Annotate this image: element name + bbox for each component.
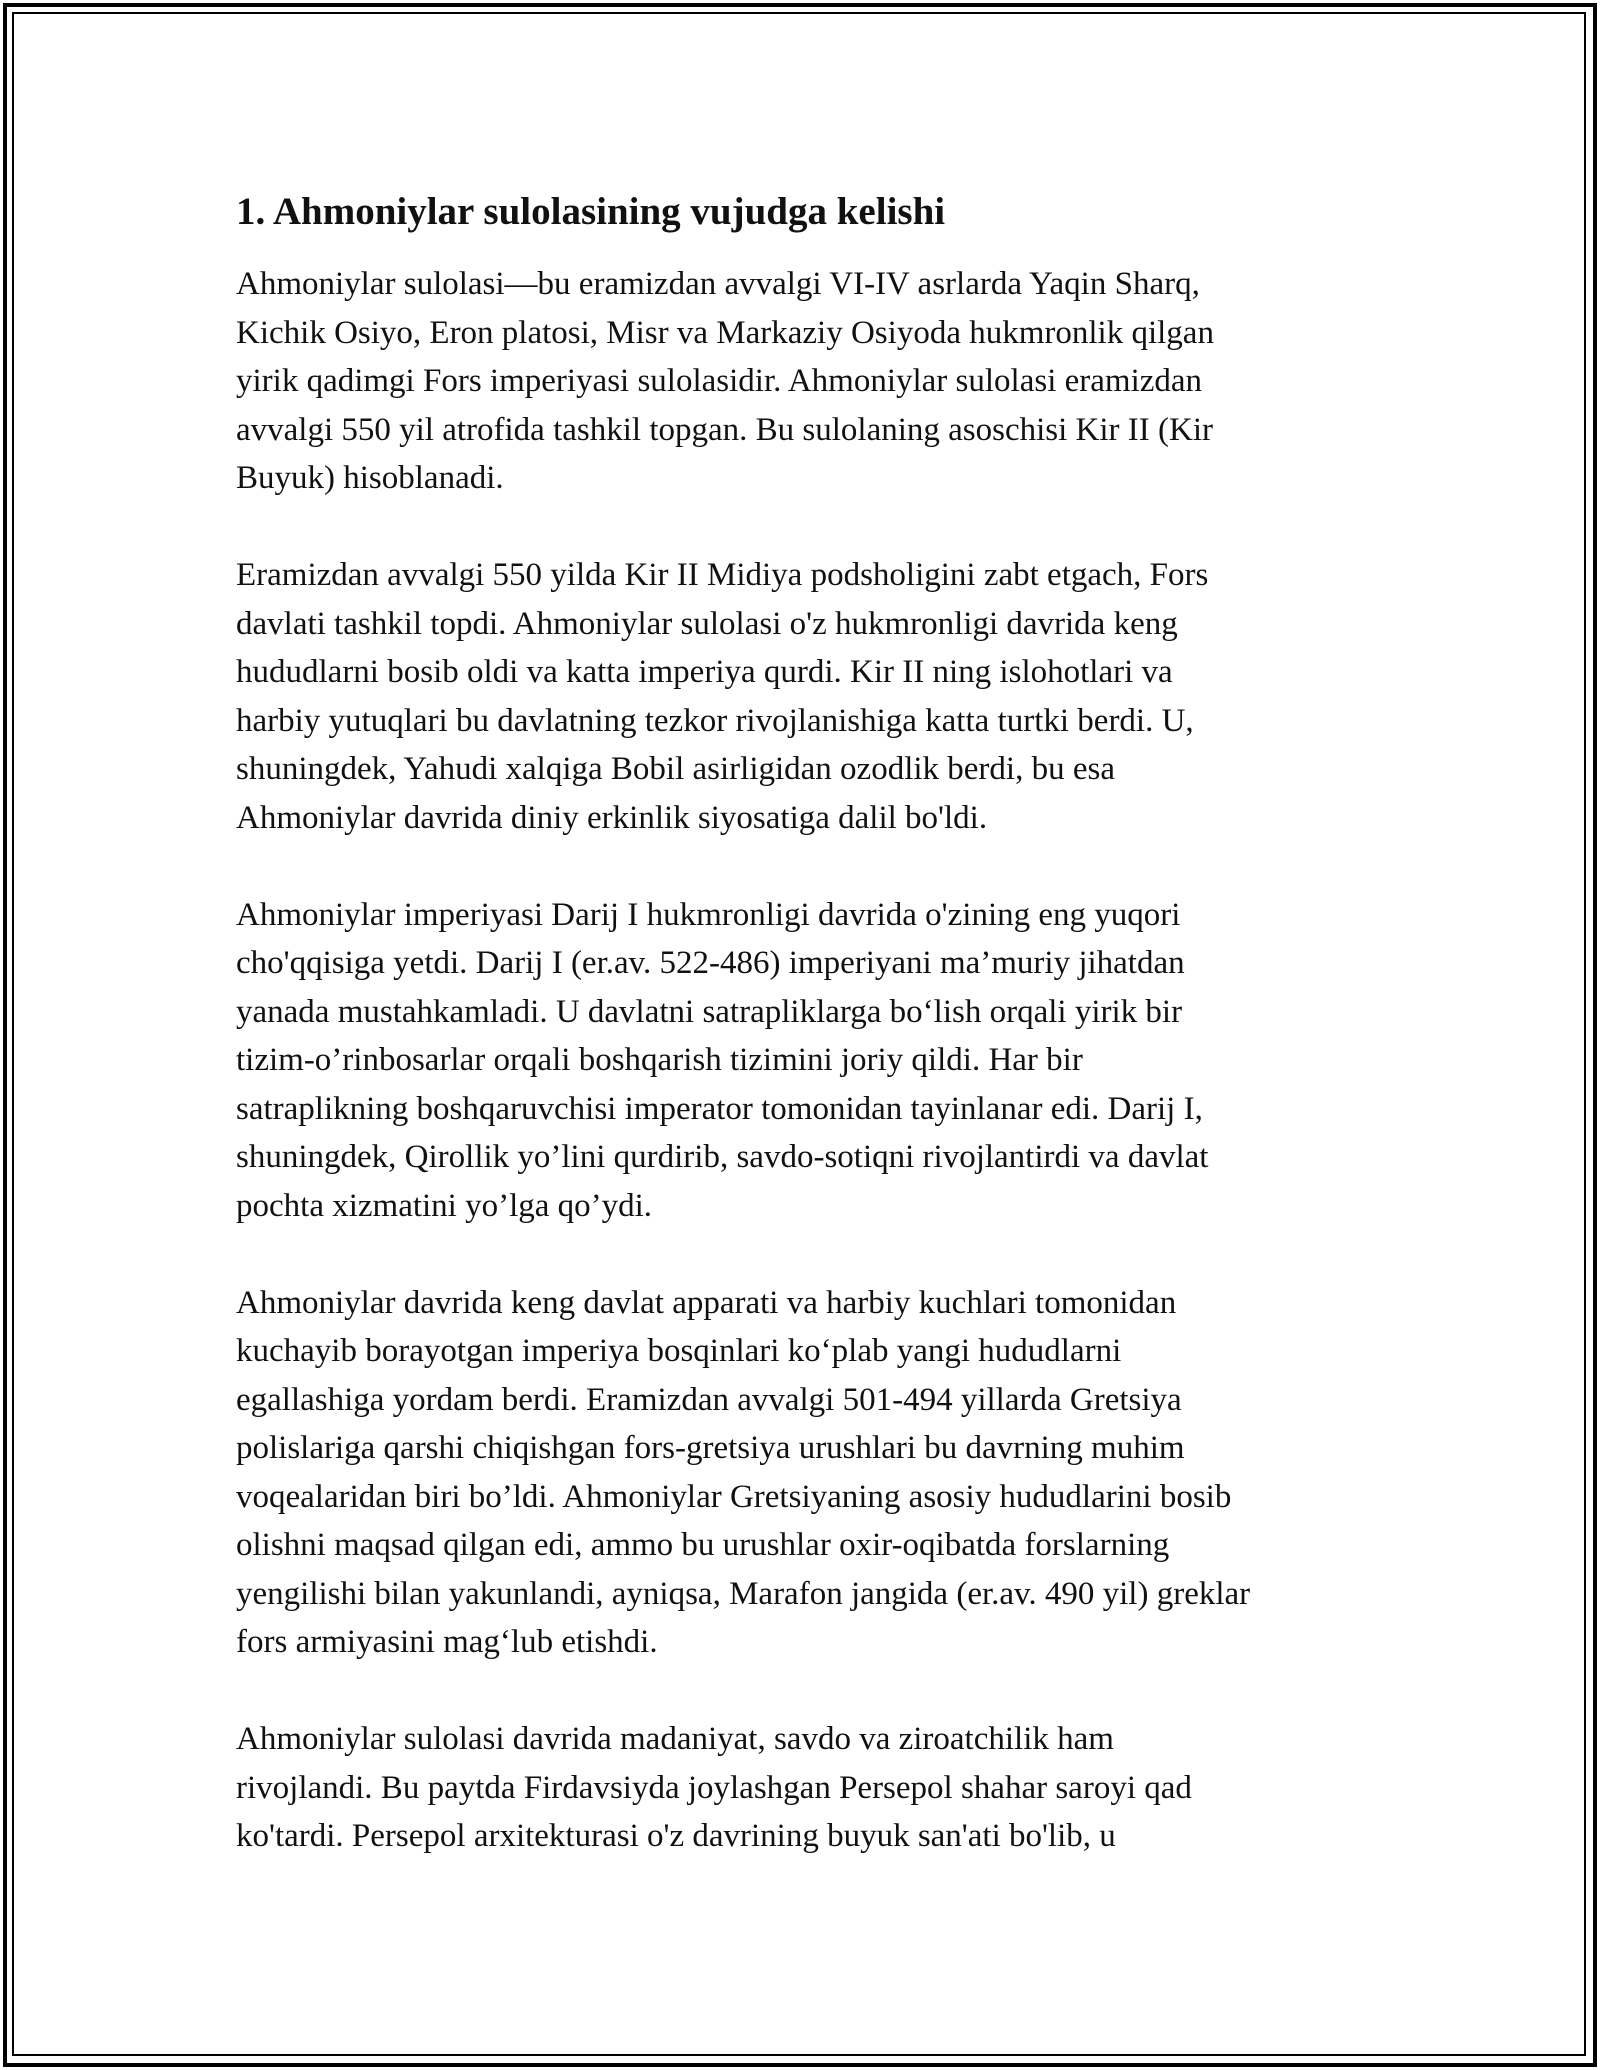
document-body (236, 184, 1376, 1909)
paragraph-line: davlati tashkil topdi. Ahmoniylar sulolasi o'z hukmronligi davrida keng (236, 605, 1178, 642)
paragraph-line: yanada mustahkamladi. U davlatni satrapliklarga bo‘lish orqali yirik bir (236, 993, 1183, 1030)
paragraph-line: shuningdek, Yahudi xalqiga Bobil asirligidan ozodlik berdi, bu esa (236, 751, 1115, 787)
paragraph-line: tizim-o’rinbosarlar orqali boshqarish tizimini joriy qildi. Har bir (236, 1042, 1083, 1078)
paragraph-line: yirik qadimgi Fors imperiyasi sulolasidir. Ahmoniylar sulolasi eramizdan (236, 363, 1203, 399)
paragraph-5 (236, 1715, 1376, 1861)
paragraph-line: Eramizdan avvalgi 550 yilda Kir II Midiya podsholigini zabt etgach, Fors (236, 557, 1209, 593)
paragraph-line: fors armiyasini mag‘lub etishdi. (236, 1624, 658, 1660)
paragraph-line: cho'qqisiga yetdi. Darij I (er.av. 522-486) imperiyani ma’muriy jihatdan (236, 945, 1185, 981)
paragraph-line: Ahmoniylar davrida diniy erkinlik siyosatiga dalil bo'ldi. (236, 799, 988, 836)
paragraph-line: shuningdek, Qirollik yo’lini qurdirib, savdo-sotiqni rivojlantirdi va davlat (236, 1139, 1209, 1175)
paragraph-line: Ahmoniylar imperiyasi Darij I hukmronligi davrida o'zining eng yuqori (236, 896, 1181, 933)
paragraph-line: hududlarni bosib oldi va katta imperiya qurdi. Kir II ning islohotlari va (236, 654, 1173, 690)
paragraph-line: Buyuk) hisoblanadi. (236, 460, 504, 496)
paragraph-line: Ahmoniylar sulolasi—bu eramizdan avvalgi VI-IV asrlarda Yaqin Sharq, (236, 266, 1200, 302)
paragraph-line: egallashiga yordam berdi. Eramizdan avvalgi 501-494 yillarda Gretsiya (236, 1381, 1182, 1418)
paragraph-3 (236, 891, 1376, 1231)
section-heading: 1. Ahmoniylar sulolasining vujudga kelishi (236, 190, 946, 233)
paragraph-line: kuchayib borayotgan imperiya bosqinlari ko‘plab yangi hududlarni (236, 1333, 1122, 1369)
paragraph-line: Ahmoniylar sulolasi davrida madaniyat, savdo va ziroatchilik ham (236, 1721, 1114, 1757)
paragraph-line: satraplikning boshqaruvchisi imperator tomonidan tayinlanar edi. Darij I, (236, 1090, 1203, 1127)
paragraph-line: Kichik Osiyo, Eron platosi, Misr va Markaziy Osiyoda hukmronlik qilgan (236, 314, 1214, 351)
paragraph-line: polislariga qarshi chiqishgan fors-gretsiya urushlari bu davrning muhim (236, 1430, 1185, 1466)
paragraph-line: avvalgi 550 yil atrofida tashkil topgan. Bu sulolaning asoschisi Kir II (Kir (236, 411, 1213, 448)
paragraph-2 (236, 551, 1376, 842)
paragraph-4 (236, 1279, 1376, 1667)
paragraph-1 (236, 260, 1376, 503)
paragraph-line: ko'tardi. Persepol arxitekturasi o'z davrining buyuk san'ati bo'lib, u (236, 1818, 1116, 1854)
paragraph-line: rivojlandi. Bu paytda Firdavsiyda joylashgan Persepol shahar saroyi qad (236, 1769, 1192, 1806)
paragraph-line: pochta xizmatini yo’lga qo’ydi. (236, 1187, 653, 1224)
paragraph-line: voqealaridan biri bo’ldi. Ahmoniylar Gretsiyaning asosiy hududlarini bosib (236, 1478, 1232, 1515)
paragraph-line: harbiy yutuqlari bu davlatning tezkor rivojlanishiga katta turtki berdi. U, (236, 702, 1194, 739)
paragraph-line: Ahmoniylar davrida keng davlat apparati va harbiy kuchlari tomonidan (236, 1284, 1177, 1321)
paragraph-line: olishni maqsad qilgan edi, ammo bu urushlar oxir-oqibatda forslarning (236, 1527, 1170, 1563)
paragraph-line: yengilishi bilan yakunlandi, ayniqsa, Marafon jangida (er.av. 490 yil) greklar (236, 1575, 1251, 1612)
